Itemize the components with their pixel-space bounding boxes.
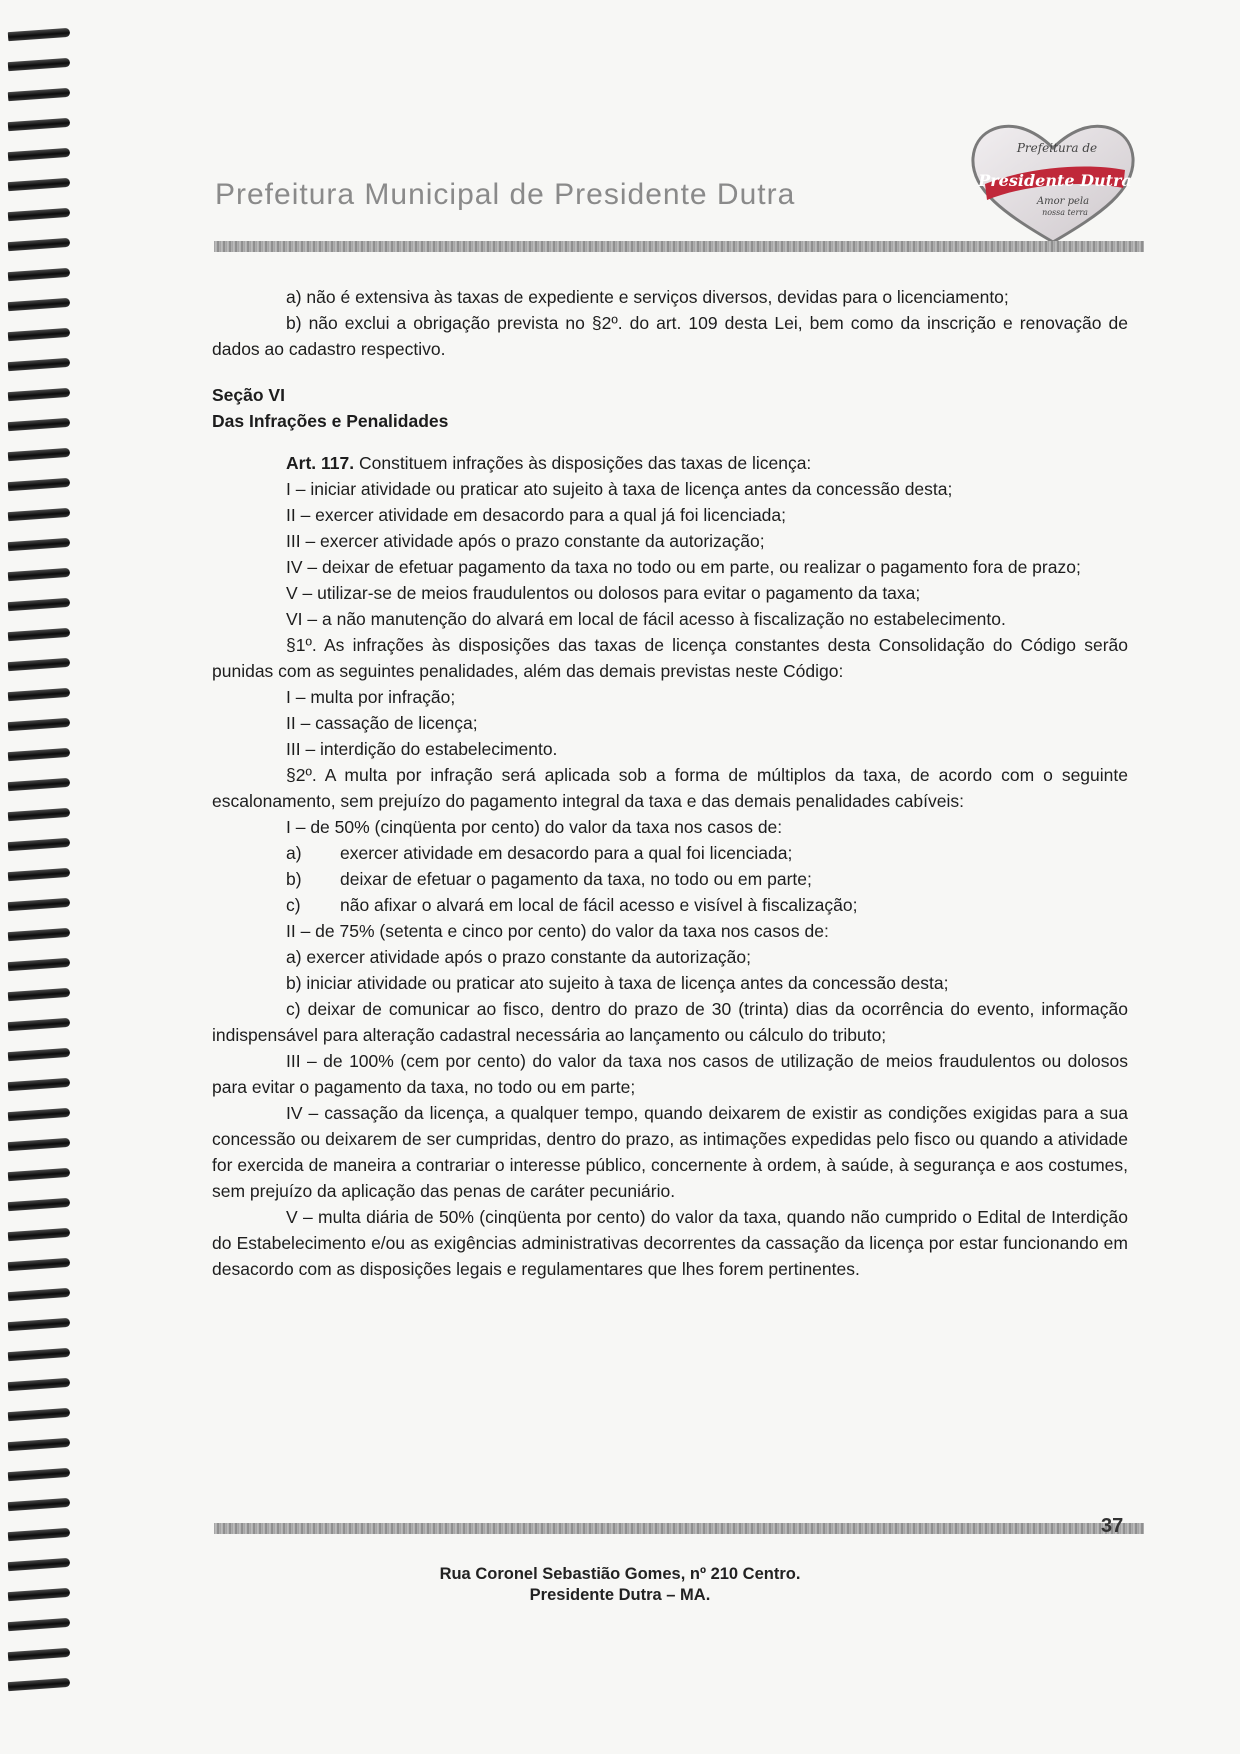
fine-item-2: II – de 75% (setenta e cinco por cento) do valor da taxa nos casos de: — [286, 921, 829, 941]
subitem-letter: b) — [286, 869, 302, 889]
spiral-coil — [8, 718, 70, 731]
spiral-coil — [8, 508, 70, 521]
spiral-coil — [8, 328, 70, 341]
spiral-coil — [8, 178, 70, 191]
spiral-coil — [8, 388, 70, 401]
subitem-text: deixar de efetuar o pagamento da taxa, no todo ou em parte; — [340, 869, 812, 889]
logo-text-sub1: Amor pela — [1036, 196, 1090, 207]
intro-paragraph-a: a) não é extensiva às taxas de expediente e serviços diversos, devidas para o licenciamento; — [286, 287, 1009, 307]
page-number: 37 — [1101, 1515, 1124, 1537]
spiral-coil — [8, 268, 70, 281]
spiral-coil — [8, 238, 70, 251]
spiral-coil — [8, 568, 70, 581]
subitem-letter: c) — [286, 895, 301, 915]
spiral-coil — [8, 1288, 70, 1301]
spiral-coil — [8, 748, 70, 761]
subitem-text: exercer atividade em desacordo para a qual foi licenciada; — [340, 843, 793, 863]
spiral-coil — [8, 208, 70, 221]
spiral-coil — [8, 58, 70, 71]
spiral-coil — [8, 448, 70, 461]
spiral-coil — [8, 988, 70, 1001]
spiral-coil — [8, 1408, 70, 1421]
fine-subitem — [212, 892, 1128, 918]
spiral-coil — [8, 1108, 70, 1121]
spiral-coil — [8, 1078, 70, 1091]
spiral-coil — [8, 838, 70, 851]
spiral-coil — [8, 1468, 70, 1481]
subitem-text: não afixar o alvará em local de fácil acesso e visível à fiscalização; — [340, 895, 858, 915]
logo-text-sub2: nossa terra — [1042, 208, 1088, 217]
spiral-coil — [8, 478, 70, 491]
section-number: Seção VI — [212, 385, 285, 405]
logo-text-main: Presidente Dutra — [978, 171, 1132, 190]
spiral-coil — [8, 808, 70, 821]
section-title: Das Infrações e Penalidades — [212, 411, 449, 431]
fine-item-1: I – de 50% (cinqüenta por cento) do valor da taxa nos casos de: — [286, 817, 783, 837]
spiral-coil — [8, 1198, 70, 1211]
article-item: I – iniciar atividade ou praticar ato sujeito à taxa de licença antes da concessão desta; — [286, 479, 953, 499]
penalty-item: I – multa por infração; — [286, 687, 456, 707]
paragraph-1: §1º. As infrações às disposições das taxas de licença constantes desta Consolidação do Código serão punidas com as seguintes penalidades, além das demais previstas neste Código: — [212, 635, 1128, 681]
article-text: Constituem infrações às disposições das taxas de licença: — [354, 453, 812, 473]
spiral-coil — [8, 1348, 70, 1361]
fine-item-3: III – de 100% (cem por cento) do valor da taxa nos casos de utilização de meios fraudulentos ou dolosos para evitar o pagamento da taxa, no todo ou em parte; — [212, 1051, 1128, 1097]
spiral-coil — [8, 1528, 70, 1541]
document-body — [212, 284, 1128, 1282]
spiral-coil — [8, 1498, 70, 1511]
spiral-coil — [8, 1258, 70, 1271]
spiral-binding — [0, 30, 78, 1730]
spiral-coil — [8, 958, 70, 971]
spiral-coil — [8, 1138, 70, 1151]
spiral-coil — [8, 898, 70, 911]
municipality-logo — [965, 118, 1141, 246]
penalty-item: III – interdição do estabelecimento. — [286, 739, 558, 759]
spiral-coil — [8, 118, 70, 131]
spiral-coil — [8, 928, 70, 941]
fine-subitem — [212, 840, 1128, 866]
logo-text-top: Prefeitura de — [1016, 141, 1098, 155]
spiral-coil — [8, 688, 70, 701]
spiral-coil — [8, 88, 70, 101]
spiral-coil — [8, 538, 70, 551]
footer-rule — [214, 1523, 1144, 1534]
spiral-coil — [8, 1318, 70, 1331]
spiral-coil — [8, 868, 70, 881]
header-rule — [214, 241, 1144, 252]
article-item: III – exercer atividade após o prazo constante da autorização; — [286, 531, 765, 551]
fine-item-4: IV – cassação da licença, a qualquer tempo, quando deixarem de existir as condições exigidas para a sua concessão ou deixarem de ser cumpridas, dentro do prazo, as intimações expedidas pelo fisco ou quando a atividade for exercida de maneira a contrariar o interesse público, concernente à ordem, à saúde, à segurança e aos costumes, sem prejuízo da aplicação das penas de caráter pecuniário. — [212, 1103, 1128, 1201]
spiral-coil — [8, 28, 70, 41]
article-item: V – utilizar-se de meios fraudulentos ou dolosos para evitar o pagamento da taxa; — [286, 583, 921, 603]
spiral-coil — [8, 1618, 70, 1631]
article-117 — [212, 450, 1128, 476]
spiral-coil — [8, 1378, 70, 1391]
letterhead-title: Prefeitura Municipal de Presidente Dutra — [215, 178, 796, 211]
spiral-coil — [8, 1438, 70, 1451]
penalty-item: II – cassação de licença; — [286, 713, 478, 733]
article-label: Art. 117. — [286, 453, 355, 473]
spiral-coil — [8, 1678, 70, 1691]
intro-paragraph-b: b) não exclui a obrigação prevista no §2º. do art. 109 desta Lei, bem como da inscrição e renovação de dados ao cadastro respectivo. — [212, 313, 1128, 359]
spiral-coil — [8, 1168, 70, 1181]
spiral-coil — [8, 298, 70, 311]
fine-subitem — [212, 866, 1128, 892]
spiral-coil — [8, 778, 70, 791]
fine-subitem: a) exercer atividade após o prazo constante da autorização; — [286, 947, 752, 967]
spiral-coil — [8, 1228, 70, 1241]
article-item: II – exercer atividade em desacordo para a qual já foi licenciada; — [286, 505, 787, 525]
spiral-coil — [8, 1018, 70, 1031]
article-item: IV – deixar de efetuar pagamento da taxa no todo ou em parte, ou realizar o pagamento fora de prazo; — [286, 557, 1081, 577]
footer-address: Rua Coronel Sebastião Gomes, nº 210 Centro. — [439, 1565, 801, 1583]
spiral-coil — [8, 358, 70, 371]
spiral-coil — [8, 148, 70, 161]
spiral-coil — [8, 1648, 70, 1661]
spiral-coil — [8, 628, 70, 641]
spiral-coil — [8, 658, 70, 671]
fine-subitem: b) iniciar atividade ou praticar ato sujeito à taxa de licença antes da concessão desta; — [286, 973, 949, 993]
spiral-coil — [8, 1048, 70, 1061]
subitem-letter: a) — [286, 843, 302, 863]
spiral-coil — [8, 598, 70, 611]
fine-subitem: c) deixar de comunicar ao fisco, dentro do prazo de 30 (trinta) dias da ocorrência do evento, informação indispensável para alteração cadastral necessária ao lançamento ou cálculo do tributo; — [212, 999, 1128, 1045]
fine-item-5: V – multa diária de 50% (cinqüenta por cento) do valor da taxa, quando não cumprido o Edital de Interdição do Estabelecimento e/ou as exigências administrativas decorrentes da cassação da licença por estar funcionando em desacordo com as disposições legais e regulamentares que lhes forem pertinentes. — [212, 1207, 1128, 1279]
paragraph-2: §2º. A multa por infração será aplicada sob a forma de múltiplos da taxa, de acordo com o seguinte escalonamento, sem prejuízo do pagamento integral da taxa e das demais penalidades cabíveis: — [212, 765, 1128, 811]
spiral-coil — [8, 418, 70, 431]
footer-city: Presidente Dutra – MA. — [529, 1586, 711, 1604]
article-item: VI – a não manutenção do alvará em local de fácil acesso à fiscalização no estabelecimento. — [286, 609, 1006, 629]
